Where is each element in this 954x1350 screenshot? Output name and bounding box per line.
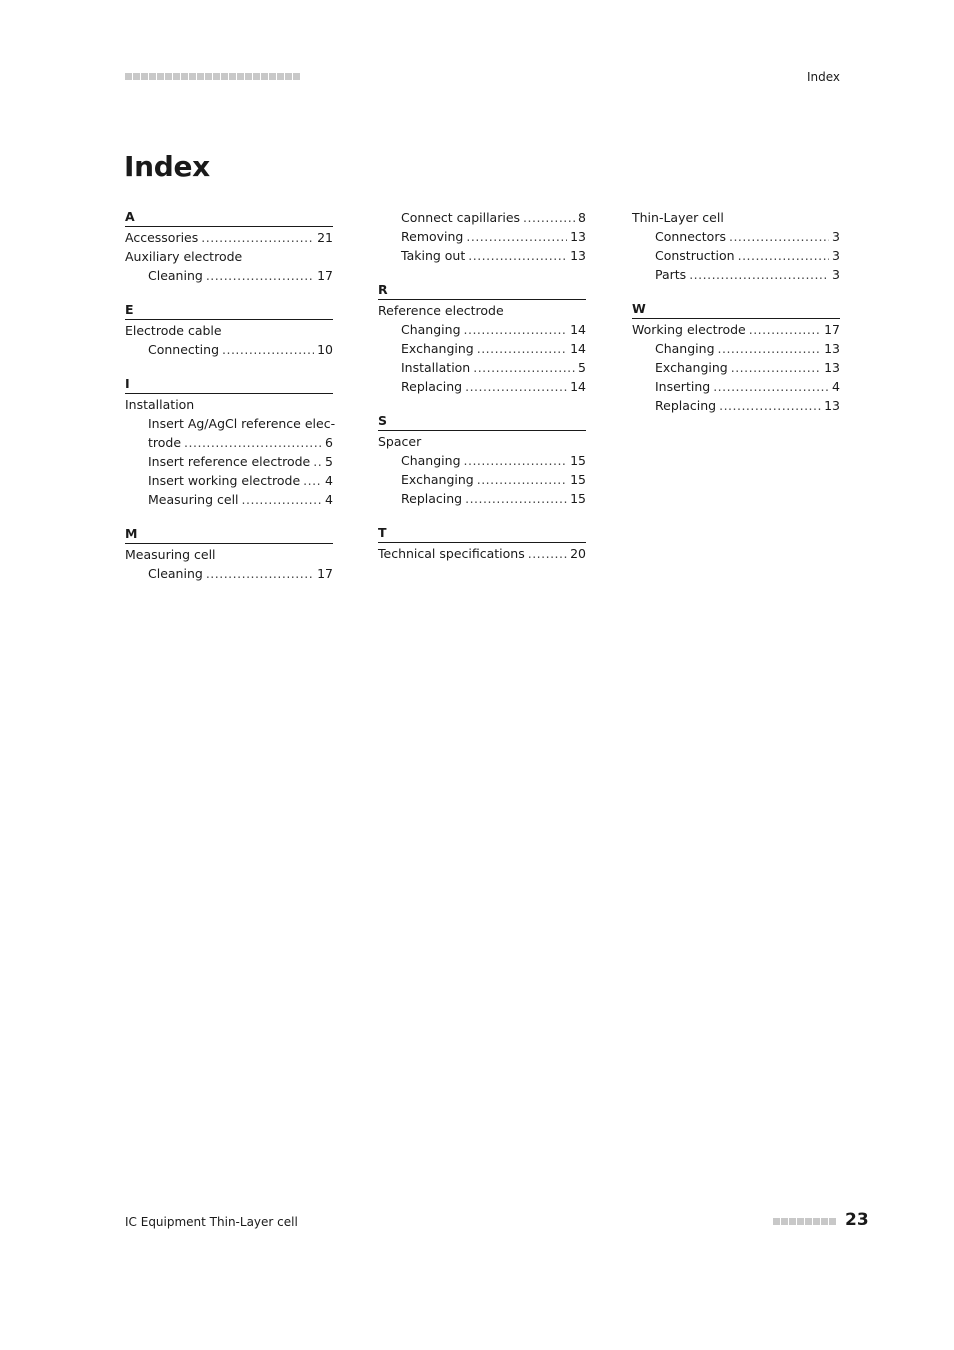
dot-leader bbox=[719, 396, 821, 415]
index-term: Insert reference electrode bbox=[148, 454, 311, 469]
index-page-ref[interactable]: 3 bbox=[832, 229, 840, 244]
index-page-ref[interactable]: 20 bbox=[570, 546, 586, 561]
footer-decoration bbox=[773, 1218, 836, 1225]
index-entry bbox=[378, 544, 586, 563]
square-mark bbox=[229, 73, 236, 80]
index-entry bbox=[125, 395, 333, 414]
square-mark bbox=[293, 73, 300, 80]
square-mark bbox=[285, 73, 292, 80]
index-subentry bbox=[632, 377, 840, 396]
index-page-ref[interactable]: 17 bbox=[317, 268, 333, 283]
index-subentry bbox=[632, 358, 840, 377]
index-term: Connect capillaries bbox=[401, 210, 521, 225]
dot-leader bbox=[713, 377, 829, 396]
index-subentry bbox=[378, 227, 586, 246]
index-term: Measuring cell bbox=[148, 492, 239, 507]
index-term: Measuring cell bbox=[125, 547, 216, 562]
index-letter-heading: T bbox=[378, 524, 586, 543]
index-term: Connecting bbox=[148, 342, 220, 357]
index-page-ref[interactable]: 14 bbox=[570, 341, 586, 356]
index-letter-heading: R bbox=[378, 281, 586, 300]
index-letter-group bbox=[378, 524, 586, 563]
index-subentry bbox=[378, 451, 586, 470]
index-term: Electrode cable bbox=[125, 323, 222, 338]
dot-leader bbox=[465, 489, 567, 508]
index-entry bbox=[378, 432, 586, 451]
dot-leader bbox=[477, 339, 567, 358]
index-term: Installation bbox=[401, 360, 471, 375]
index-page-ref[interactable]: 3 bbox=[832, 267, 840, 282]
square-mark bbox=[829, 1218, 836, 1225]
index-term: Working electrode bbox=[632, 322, 746, 337]
index-letter-heading: M bbox=[125, 525, 333, 544]
square-mark bbox=[277, 73, 284, 80]
index-page-ref[interactable]: 10 bbox=[317, 342, 333, 357]
square-mark bbox=[773, 1218, 780, 1225]
index-letter-group bbox=[632, 300, 840, 415]
index-term: Insert Ag/AgCl reference elec- bbox=[148, 416, 336, 431]
index-entry bbox=[125, 228, 333, 247]
dot-leader bbox=[206, 564, 314, 583]
square-mark bbox=[213, 73, 220, 80]
dot-leader bbox=[465, 377, 567, 396]
index-entry bbox=[632, 320, 840, 339]
square-mark bbox=[197, 73, 204, 80]
square-mark bbox=[189, 73, 196, 80]
index-column-3 bbox=[632, 208, 840, 431]
square-mark bbox=[261, 73, 268, 80]
index-page-ref[interactable]: 15 bbox=[570, 472, 586, 487]
square-mark bbox=[173, 73, 180, 80]
index-term: Connectors bbox=[655, 229, 726, 244]
index-entry bbox=[125, 321, 333, 340]
index-letter-heading: I bbox=[125, 375, 333, 394]
square-mark bbox=[253, 73, 260, 80]
index-page-ref[interactable]: 6 bbox=[325, 435, 333, 450]
index-letter-heading: E bbox=[125, 301, 333, 320]
running-head: Index bbox=[806, 70, 840, 84]
index-page-ref[interactable]: 13 bbox=[824, 341, 840, 356]
index-entry bbox=[378, 301, 586, 320]
dot-leader bbox=[477, 470, 567, 489]
square-mark bbox=[821, 1218, 828, 1225]
index-term: trode bbox=[148, 435, 182, 450]
index-subentry bbox=[378, 246, 586, 265]
dot-leader bbox=[303, 471, 322, 490]
index-letter-group bbox=[378, 208, 586, 265]
index-term: Cleaning bbox=[148, 268, 203, 283]
index-term: Accessories bbox=[125, 230, 199, 245]
dot-leader bbox=[718, 339, 822, 358]
index-subentry bbox=[632, 396, 840, 415]
index-page-ref[interactable]: 14 bbox=[570, 322, 586, 337]
index-subentry bbox=[632, 227, 840, 246]
dot-leader bbox=[313, 452, 322, 471]
index-entry bbox=[125, 545, 333, 564]
index-page-ref[interactable]: 15 bbox=[570, 453, 586, 468]
index-subentry bbox=[632, 339, 840, 358]
index-letter-group bbox=[378, 281, 586, 396]
index-page-ref[interactable]: 17 bbox=[317, 566, 333, 581]
index-page-ref[interactable]: 21 bbox=[317, 230, 333, 245]
dot-leader bbox=[464, 451, 568, 470]
index-subentry bbox=[125, 414, 336, 433]
index-letter-group bbox=[125, 375, 336, 509]
dot-leader bbox=[468, 246, 567, 265]
dot-leader bbox=[464, 320, 568, 339]
index-page-ref[interactable]: 4 bbox=[325, 492, 333, 507]
square-mark bbox=[221, 73, 228, 80]
square-mark bbox=[205, 73, 212, 80]
page-title: Index bbox=[124, 150, 210, 183]
square-mark bbox=[781, 1218, 788, 1225]
index-subentry bbox=[378, 489, 586, 508]
index-subentry bbox=[125, 564, 333, 583]
square-mark bbox=[269, 73, 276, 80]
dot-leader bbox=[222, 340, 314, 359]
index-term: Parts bbox=[655, 267, 687, 282]
index-column-2 bbox=[378, 208, 586, 579]
index-letter-heading: A bbox=[125, 208, 333, 227]
index-page-ref[interactable]: 4 bbox=[325, 473, 333, 488]
index-term: Replacing bbox=[401, 491, 463, 506]
index-subentry bbox=[632, 265, 840, 284]
footer-page-number: 23 bbox=[845, 1210, 869, 1230]
index-page-ref[interactable]: 13 bbox=[570, 248, 586, 263]
index-term: Technical specifications bbox=[378, 546, 525, 561]
index-page-ref[interactable]: 5 bbox=[325, 454, 333, 469]
index-subentry bbox=[125, 490, 333, 509]
index-term: Replacing bbox=[655, 398, 717, 413]
index-letter-group bbox=[125, 208, 333, 285]
footer-document-title: IC Equipment Thin-Layer cell bbox=[125, 1215, 298, 1229]
index-term: Exchanging bbox=[655, 360, 728, 375]
index-letter-group bbox=[632, 208, 840, 284]
index-subentry bbox=[125, 471, 333, 490]
dot-leader bbox=[523, 208, 575, 227]
dot-leader bbox=[466, 227, 567, 246]
index-page-ref[interactable]: 15 bbox=[570, 491, 586, 506]
square-mark bbox=[125, 73, 132, 80]
square-mark bbox=[141, 73, 148, 80]
index-letter-heading: W bbox=[632, 300, 840, 319]
dot-leader bbox=[242, 490, 323, 509]
index-term: Taking out bbox=[401, 248, 466, 263]
index-term: Changing bbox=[401, 453, 461, 468]
square-mark bbox=[181, 73, 188, 80]
index-term: Auxiliary electrode bbox=[125, 249, 243, 264]
index-page-ref[interactable]: 13 bbox=[824, 360, 840, 375]
index-term: Thin-Layer cell bbox=[632, 210, 724, 225]
square-mark bbox=[237, 73, 244, 80]
square-mark bbox=[245, 73, 252, 80]
index-entry bbox=[125, 247, 333, 266]
index-term: Installation bbox=[125, 397, 195, 412]
index-subentry bbox=[125, 340, 333, 359]
dot-leader bbox=[206, 266, 314, 285]
square-mark bbox=[149, 73, 156, 80]
dot-leader bbox=[689, 265, 829, 284]
square-mark bbox=[789, 1218, 796, 1225]
index-subentry bbox=[632, 246, 840, 265]
index-term: Reference electrode bbox=[378, 303, 504, 318]
index-subentry bbox=[378, 339, 586, 358]
dot-leader bbox=[528, 544, 567, 563]
index-page-ref[interactable]: 14 bbox=[570, 379, 586, 394]
square-mark bbox=[813, 1218, 820, 1225]
square-mark bbox=[805, 1218, 812, 1225]
index-term: Removing bbox=[401, 229, 464, 244]
index-term: Changing bbox=[655, 341, 715, 356]
index-subentry bbox=[378, 377, 586, 396]
index-page-ref[interactable]: 5 bbox=[578, 360, 586, 375]
index-term: Changing bbox=[401, 322, 461, 337]
index-page-ref[interactable]: 3 bbox=[832, 248, 840, 263]
dot-leader bbox=[184, 433, 322, 452]
index-term: Construction bbox=[655, 248, 735, 263]
square-mark bbox=[133, 73, 140, 80]
index-page-ref[interactable]: 8 bbox=[578, 210, 586, 225]
index-term: Cleaning bbox=[148, 566, 203, 581]
index-term: Spacer bbox=[378, 434, 422, 449]
index-page-ref[interactable]: 17 bbox=[824, 322, 840, 337]
index-page-ref[interactable]: 13 bbox=[824, 398, 840, 413]
square-mark bbox=[165, 73, 172, 80]
dot-leader bbox=[201, 228, 314, 247]
index-term: Insert working electrode bbox=[148, 473, 301, 488]
dot-leader bbox=[473, 358, 575, 377]
square-mark bbox=[157, 73, 164, 80]
index-subentry bbox=[378, 470, 586, 489]
index-page-ref[interactable]: 13 bbox=[570, 229, 586, 244]
index-term: Exchanging bbox=[401, 341, 474, 356]
dot-leader bbox=[729, 227, 829, 246]
index-letter-group bbox=[125, 301, 333, 359]
index-subentry bbox=[125, 452, 333, 471]
index-subentry bbox=[378, 320, 586, 339]
dot-leader bbox=[749, 320, 821, 339]
index-subentry bbox=[378, 358, 586, 377]
index-entry bbox=[632, 208, 840, 227]
index-term: Replacing bbox=[401, 379, 463, 394]
index-letter-group bbox=[125, 525, 333, 583]
index-subentry bbox=[125, 433, 333, 452]
dot-leader bbox=[738, 246, 829, 265]
index-term: Inserting bbox=[655, 379, 711, 394]
dot-leader bbox=[731, 358, 821, 377]
index-letter-heading: S bbox=[378, 412, 586, 431]
header-decoration bbox=[125, 73, 300, 80]
index-letter-group bbox=[378, 412, 586, 508]
index-column-1 bbox=[125, 208, 336, 599]
square-mark bbox=[797, 1218, 804, 1225]
index-subentry bbox=[125, 266, 333, 285]
index-page-ref[interactable]: 4 bbox=[832, 379, 840, 394]
index-term: Exchanging bbox=[401, 472, 474, 487]
index-subentry bbox=[378, 208, 586, 227]
